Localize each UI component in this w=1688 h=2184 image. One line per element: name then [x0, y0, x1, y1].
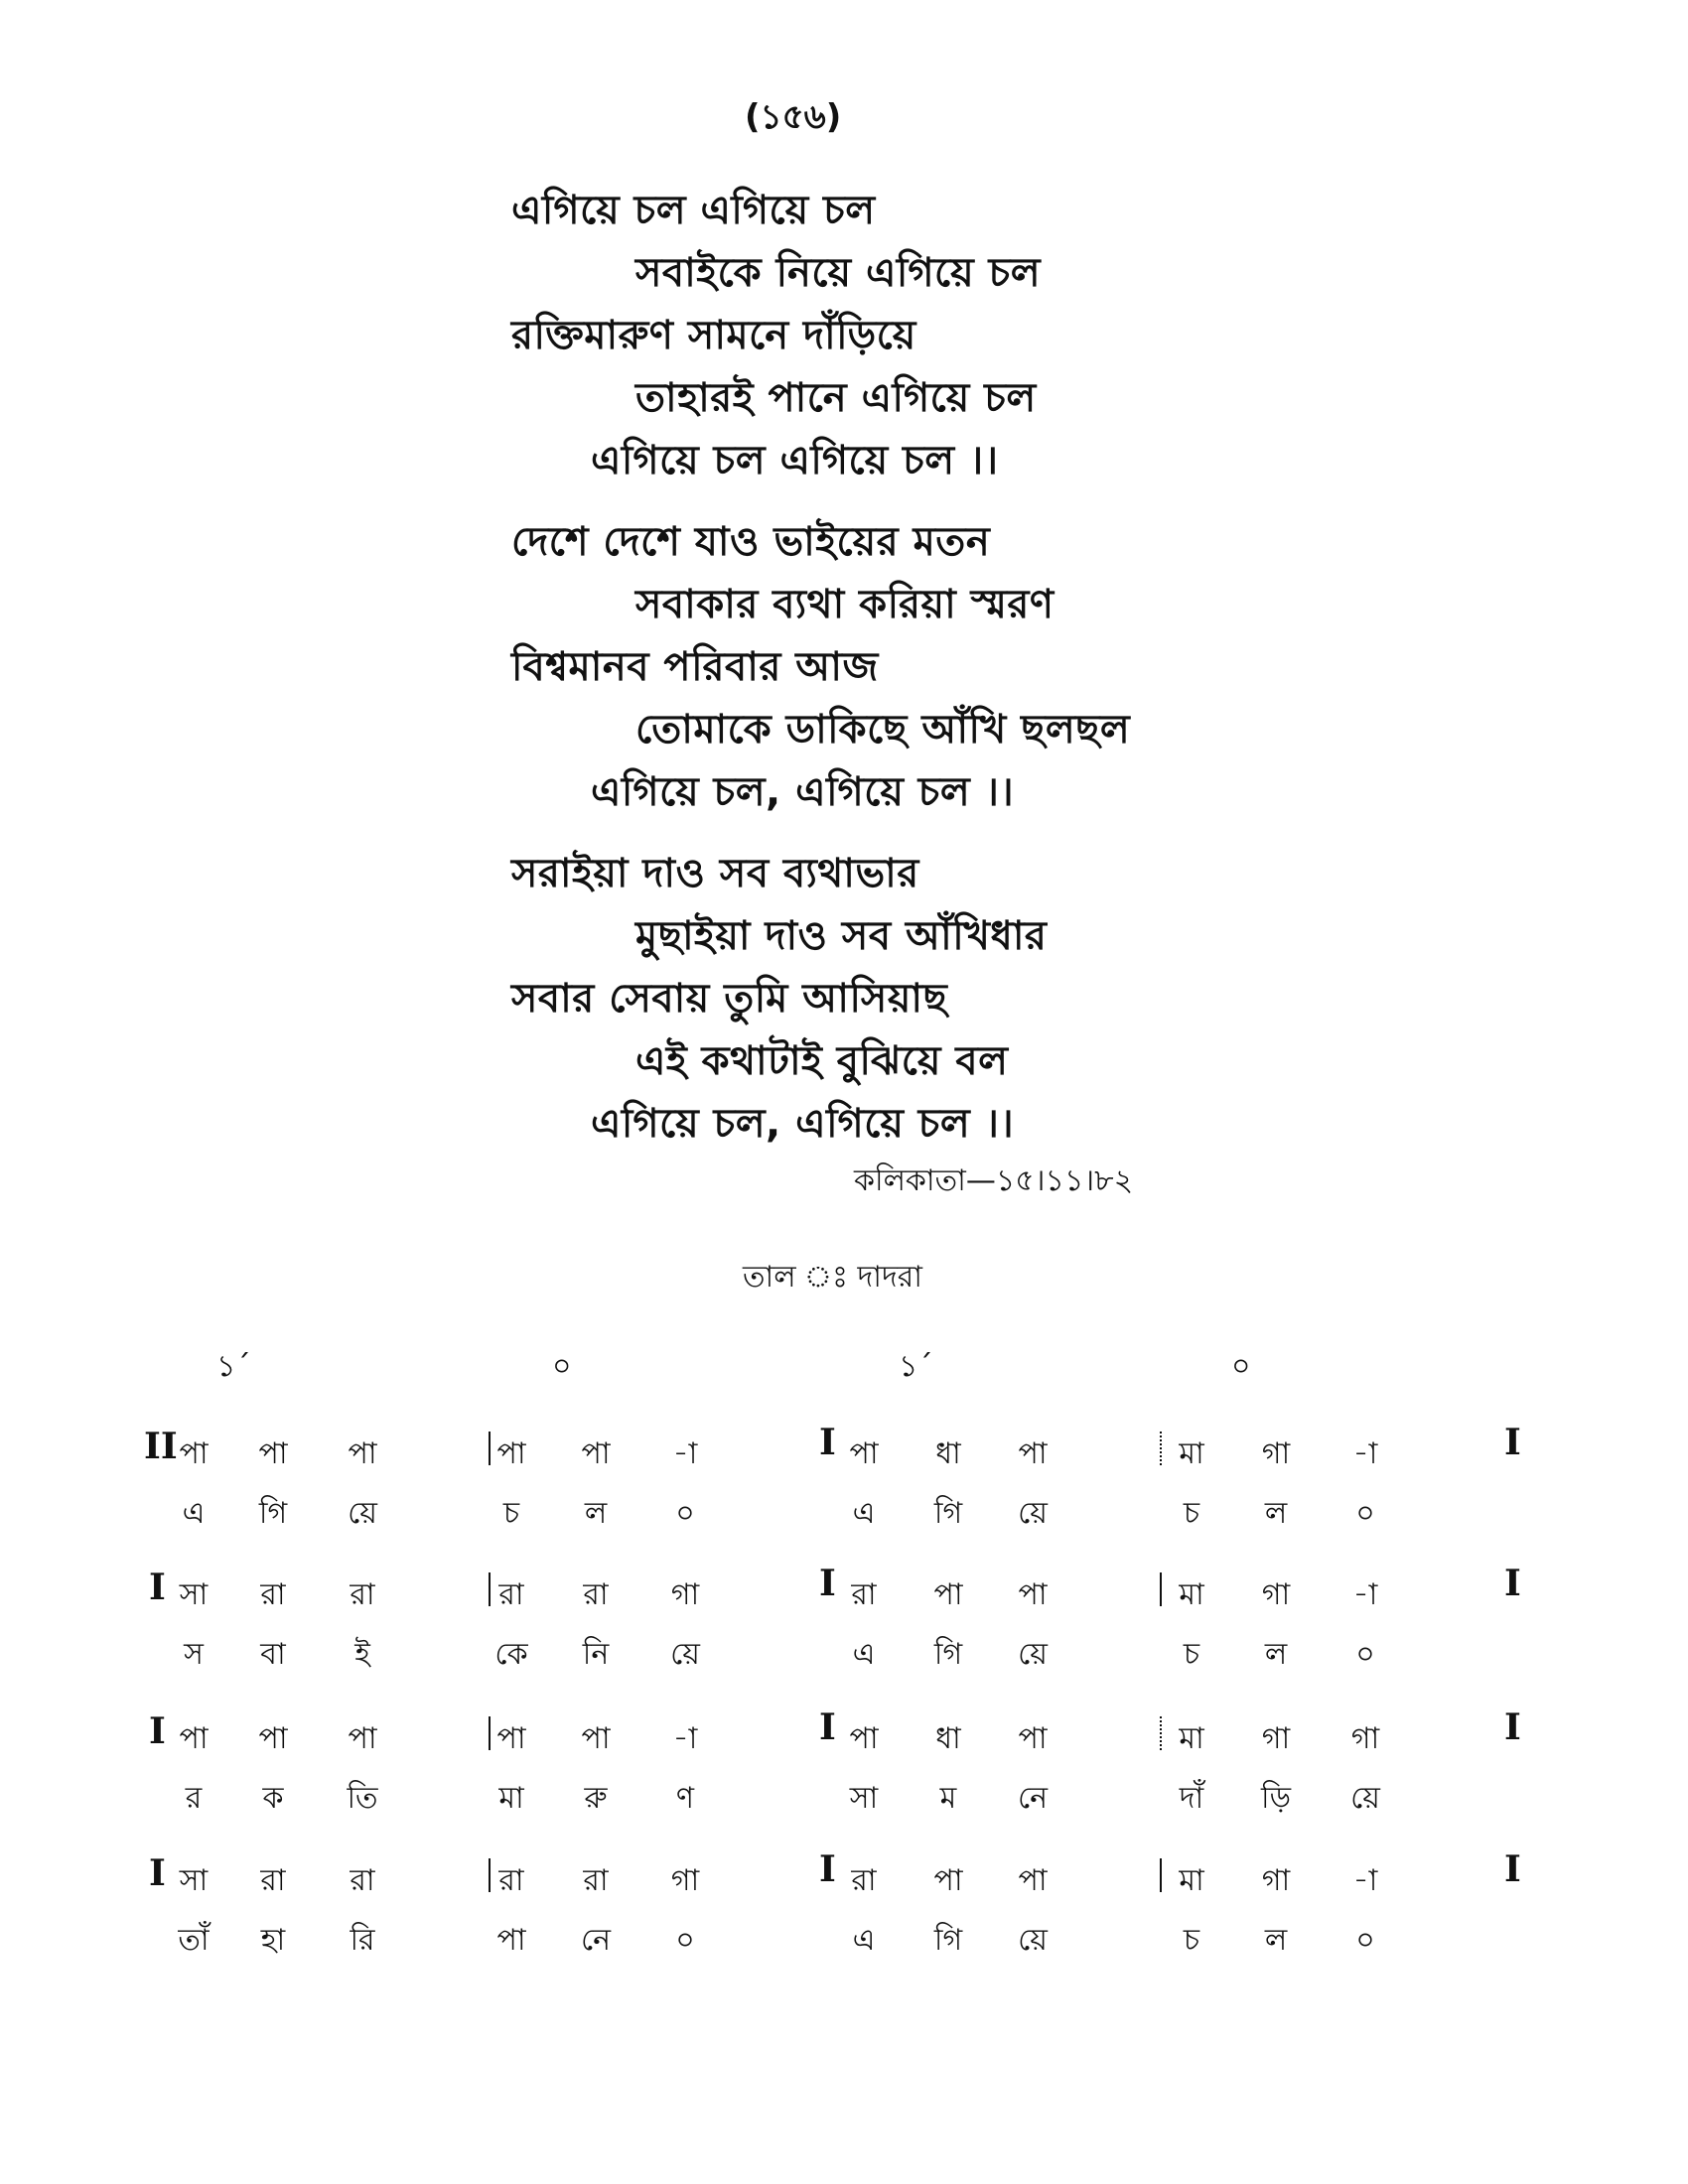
swara-note: রা — [350, 1863, 375, 1898]
swara-note: রা — [851, 1863, 877, 1898]
beat-mark-khali: ০ — [552, 1349, 572, 1384]
swara-note: রা — [498, 1863, 524, 1898]
lyric-syllable: চ — [1183, 1923, 1200, 1958]
swara-note: পা — [348, 1436, 377, 1471]
lyric-syllable: এ — [182, 1496, 206, 1531]
swara-note: পা — [849, 1721, 879, 1756]
bar-line-start: I — [149, 1710, 166, 1752]
lyric-syllable: রি — [350, 1923, 375, 1958]
swara-note: রা — [583, 1863, 609, 1898]
bar-line-mid: I — [819, 1563, 836, 1604]
lyric-syllable: য়ে — [1018, 1923, 1048, 1958]
verse-line: সবার সেবায় তুমি আসিয়াছ — [511, 976, 948, 1022]
lyric-syllable: য়ে — [1350, 1781, 1380, 1816]
lyric-syllable: চ — [502, 1496, 520, 1531]
bar-line-end: I — [1504, 1563, 1521, 1604]
swara-note: গা — [1261, 1436, 1291, 1471]
tal-label: তাল ঃ দাদরা — [743, 1260, 922, 1295]
verse-line: দেশে দেশে যাও ভাইয়ের মতন — [511, 519, 991, 565]
lyric-syllable: ক — [262, 1781, 284, 1816]
verse-line: তাহারই পানে এগিয়ে চল — [635, 375, 1037, 421]
swara-note: ধা — [935, 1721, 961, 1756]
lyric-syllable: এ — [852, 1637, 876, 1672]
lyric-syllable: ড়ি — [1260, 1781, 1291, 1816]
lyric-syllable: তি — [347, 1781, 378, 1816]
lyric-syllable: গি — [933, 1496, 963, 1531]
swara-note: -া — [1352, 1863, 1378, 1898]
lyric-syllable: ল — [1264, 1637, 1288, 1672]
lyric-syllable: নে — [1017, 1781, 1049, 1816]
lyric-syllable: গি — [933, 1637, 963, 1672]
swara-note: মা — [1179, 1577, 1204, 1612]
swara-note: গা — [1261, 1577, 1291, 1612]
lyric-syllable: সা — [849, 1781, 879, 1816]
bar-line-start: II — [144, 1426, 178, 1467]
verse-line: এগিয়ে চল, এগিয়ে চল ।। — [591, 769, 1015, 815]
page-number: (১৫৬) — [745, 97, 842, 137]
lyric-syllable: ০ — [1355, 1496, 1375, 1531]
swara-note: -া — [672, 1721, 698, 1756]
swara-note: পা — [496, 1436, 526, 1471]
swara-note: পা — [179, 1436, 209, 1471]
swara-note: রা — [350, 1577, 375, 1612]
swara-note: পা — [258, 1721, 288, 1756]
verse-line: বিশ্বমানব পরিবার আজ — [511, 644, 879, 690]
verse-line: এগিয়ে চল এগিয়ে চল ।। — [591, 438, 999, 483]
bar-line-mid: I — [819, 1706, 836, 1748]
swara-note: পা — [933, 1577, 963, 1612]
lyric-syllable: কে — [494, 1637, 528, 1672]
bar-line-mid: I — [819, 1848, 836, 1890]
bar-line-end: I — [1504, 1422, 1521, 1463]
lyric-syllable: গি — [933, 1923, 963, 1958]
swara-note: রা — [583, 1577, 609, 1612]
swara-note: পা — [849, 1436, 879, 1471]
swara-note: মা — [1179, 1863, 1204, 1898]
swara-note: গা — [1261, 1721, 1291, 1756]
swara-note: সা — [179, 1863, 209, 1898]
swara-note: পা — [1018, 1721, 1048, 1756]
lyric-syllable: ০ — [675, 1923, 695, 1958]
bar-line-end: I — [1504, 1848, 1521, 1890]
swara-note: পা — [581, 1436, 611, 1471]
lyric-syllable: রু — [584, 1781, 608, 1816]
lyric-syllable: দাঁ — [1179, 1781, 1204, 1816]
lyric-syllable: ই — [354, 1637, 370, 1672]
lyric-syllable: পা — [496, 1923, 526, 1958]
bar-line-start: I — [149, 1852, 166, 1894]
bar-line-end: I — [1504, 1706, 1521, 1748]
lyric-syllable: এ — [852, 1923, 876, 1958]
beat-mark-tali: ১´ — [216, 1349, 251, 1384]
lyric-syllable: ম — [939, 1781, 957, 1816]
lyric-syllable: ০ — [1355, 1923, 1375, 1958]
swara-note: পা — [179, 1721, 209, 1756]
lyric-syllable: ল — [1264, 1496, 1288, 1531]
lyric-syllable: হা — [260, 1923, 286, 1958]
verse-line: সবাকার ব্যথা করিয়া স্মরণ — [635, 582, 1055, 627]
lyric-syllable: য়ে — [670, 1637, 700, 1672]
verse-line: সরাইয়া দাও সব ব্যথাভার — [511, 851, 919, 896]
lyric-syllable: গি — [258, 1496, 288, 1531]
lyric-syllable: য়ে — [1018, 1637, 1048, 1672]
swara-note: রা — [260, 1863, 286, 1898]
swara-note: -া — [1352, 1436, 1378, 1471]
lyric-syllable: র — [185, 1781, 203, 1816]
lyric-syllable: মা — [498, 1781, 524, 1816]
swara-note: রা — [498, 1577, 524, 1612]
swara-note: রা — [260, 1577, 286, 1612]
swara-note: রা — [851, 1577, 877, 1612]
verse-line: এগিয়ে চল এগিয়ে চল — [511, 188, 876, 233]
lyric-syllable: চ — [1183, 1496, 1200, 1531]
lyric-syllable: চ — [1183, 1637, 1200, 1672]
lyric-syllable: ০ — [675, 1496, 695, 1531]
lyric-syllable: ল — [1264, 1923, 1288, 1958]
swara-note: পা — [1018, 1436, 1048, 1471]
verse-line: এগিয়ে চল, এগিয়ে চল ।। — [591, 1101, 1015, 1147]
beat-mark-tali: ১´ — [899, 1349, 933, 1384]
lyric-syllable: ণ — [675, 1781, 695, 1816]
lyric-syllable: বা — [260, 1637, 286, 1672]
lyric-syllable: নে — [580, 1923, 612, 1958]
verse-line: মুছাইয়া দাও সব আঁখিধার — [635, 913, 1048, 959]
dateline: কলিকাতা—১৫।১১।৮২ — [854, 1163, 1134, 1198]
verse-line: রক্তিমারুণ সামনে দাঁড়িয়ে — [511, 313, 916, 358]
swara-note: পা — [348, 1721, 377, 1756]
lyric-syllable: য়ে — [1018, 1496, 1048, 1531]
lyric-syllable: তাঁ — [178, 1923, 210, 1958]
swara-note: গা — [670, 1863, 700, 1898]
lyric-syllable: নি — [582, 1637, 610, 1672]
bar-line-mid: I — [819, 1422, 836, 1463]
lyric-syllable: ল — [584, 1496, 608, 1531]
swara-note: পা — [933, 1863, 963, 1898]
swara-note: পা — [1018, 1863, 1048, 1898]
swara-note: মা — [1179, 1436, 1204, 1471]
swara-note: পা — [258, 1436, 288, 1471]
verse-line: তোমাকে ডাকিছে আঁখি ছলছল — [635, 707, 1131, 752]
swara-note: পা — [581, 1721, 611, 1756]
swara-note: ধা — [935, 1436, 961, 1471]
bar-line-start: I — [149, 1567, 166, 1608]
verse-line: এই কথাটাই বুঝিয়ে বল — [635, 1038, 1009, 1084]
swara-note: সা — [179, 1577, 209, 1612]
beat-mark-khali: ০ — [1231, 1349, 1251, 1384]
swara-note: -া — [672, 1436, 698, 1471]
lyric-syllable: স — [184, 1637, 204, 1672]
swara-note: মা — [1179, 1721, 1204, 1756]
swara-note: গা — [1350, 1721, 1380, 1756]
lyric-syllable: এ — [852, 1496, 876, 1531]
swara-note: -া — [1352, 1577, 1378, 1612]
lyric-syllable: য়ে — [348, 1496, 377, 1531]
swara-note: পা — [1018, 1577, 1048, 1612]
lyric-syllable: ০ — [1355, 1637, 1375, 1672]
verse-line: সবাইকে নিয়ে এগিয়ে চল — [635, 250, 1041, 296]
swara-note: পা — [496, 1721, 526, 1756]
swara-note: গা — [1261, 1863, 1291, 1898]
swara-note: গা — [670, 1577, 700, 1612]
